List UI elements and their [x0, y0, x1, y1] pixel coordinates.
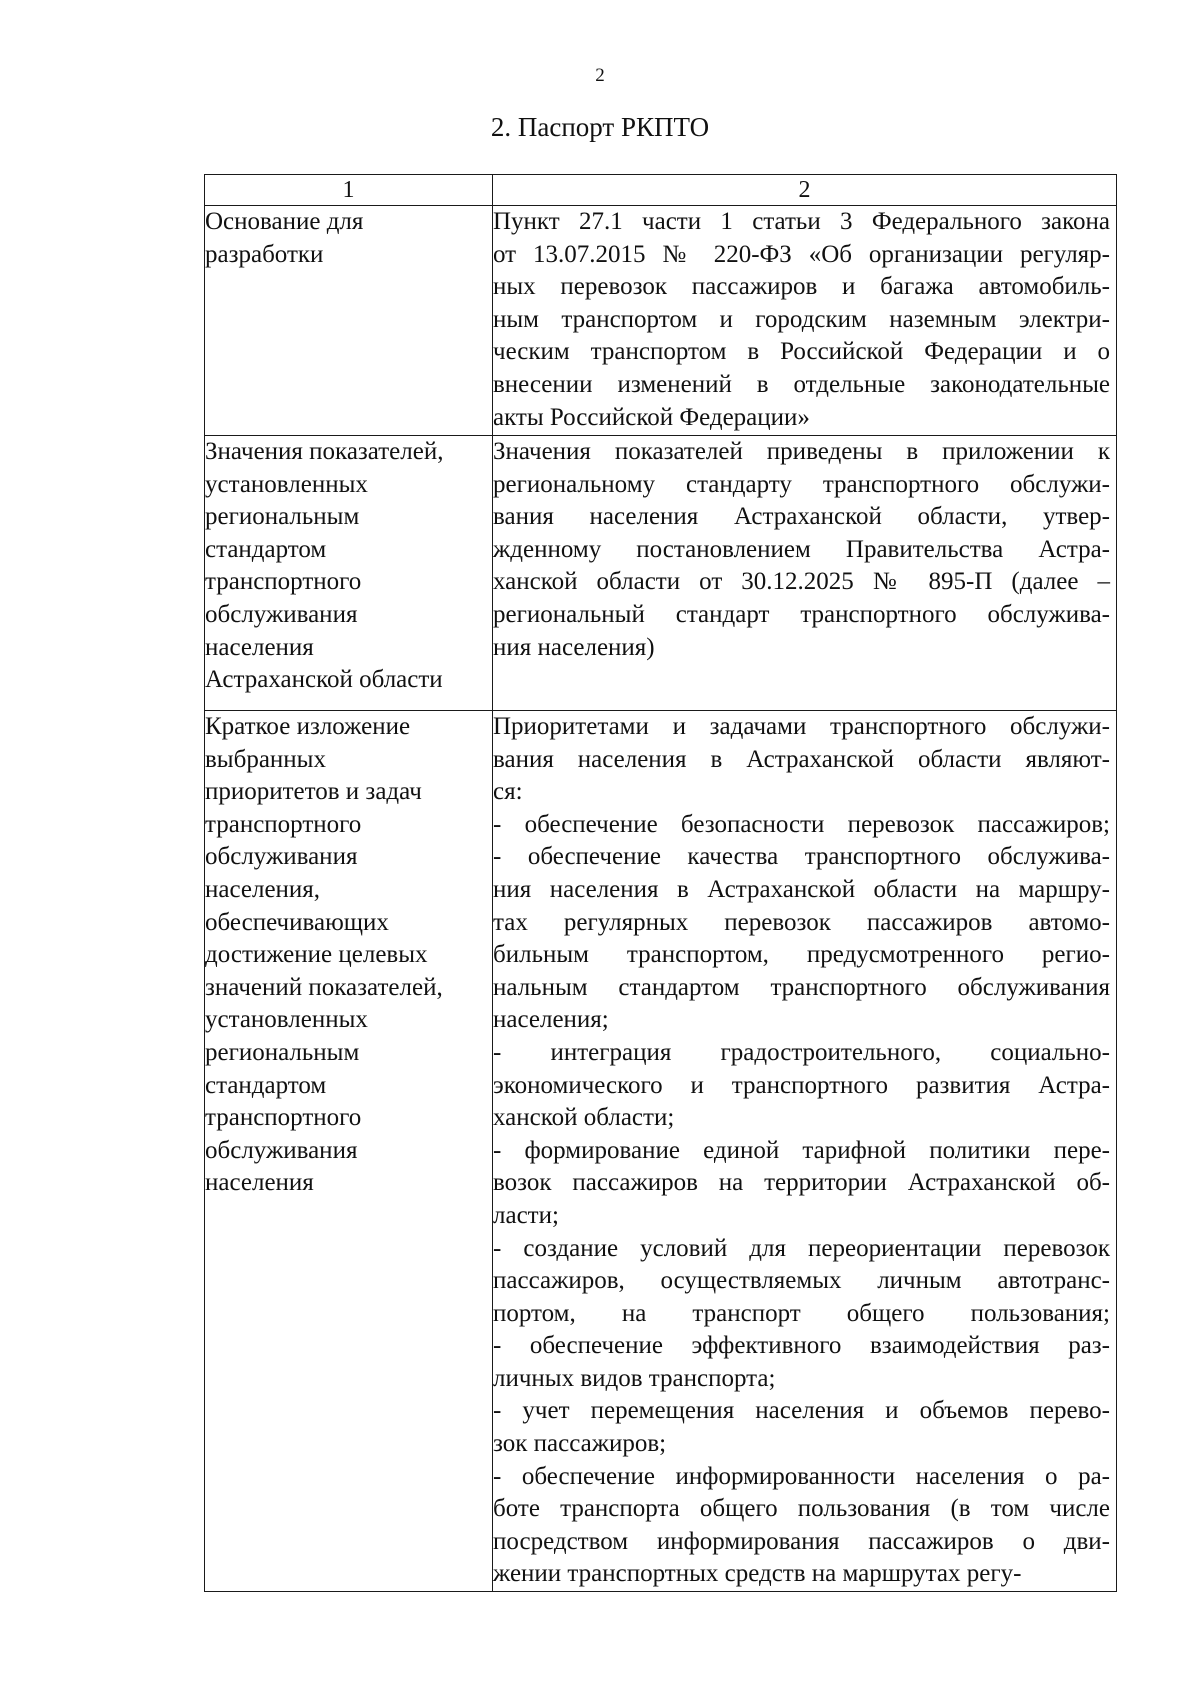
row-content-line: ния населения)	[493, 633, 655, 661]
row-label-line: Значения показателей,	[205, 438, 444, 465]
row-content-line: пассажиров, осуществляемых личным автотранс-	[493, 1267, 1110, 1295]
row-label-line: значений показателей,	[205, 973, 443, 1001]
passport-table	[204, 174, 1117, 1592]
row-content-line: нальным стандартом транспортного обслуживания	[493, 973, 1110, 1001]
row-content-line: - формирование единой тарифной политики пере-	[493, 1136, 1110, 1164]
row-content-line: региональный стандарт транспортного обслужива-	[493, 600, 1110, 628]
row-content-line: - обеспечение качества транспортного обслужива-	[493, 843, 1110, 871]
row-content-line: ханской области от 30.12.2025 № 895-П (далее –	[493, 568, 1110, 596]
row-content-line: - учет перемещения населения и объемов перево-	[493, 1397, 1110, 1425]
row-content-line: зок пассажиров;	[493, 1430, 667, 1458]
row-label-line: транспортного	[205, 1104, 362, 1132]
row-content-line: ных перевозок пассажиров и багажа автомобиль-	[493, 273, 1110, 301]
row-content-line: Пункт 27.1 части 1 статьи 3 Федерального закона	[493, 208, 1110, 235]
row-content-line: вания населения в Астраханской области являют-	[493, 745, 1110, 773]
page-number: 2	[595, 65, 605, 86]
row-content-line: - обеспечение безопасности перевозок пассажиров;	[493, 810, 1110, 838]
column-header-1: 1	[205, 175, 493, 206]
row-content-line: экономического и транспортного развития Астра-	[493, 1071, 1110, 1099]
row-label-line: обслуживания	[205, 843, 358, 871]
row-label-line: стандартом	[205, 1071, 327, 1099]
row-label-line: региональным	[205, 1038, 360, 1066]
row-content-cell	[493, 436, 1117, 711]
row-content-line: возок пассажиров на территории Астраханской об-	[493, 1169, 1110, 1197]
row-label-line: населения,	[205, 875, 321, 903]
row-content-line: портом, на транспорт общего пользования;	[493, 1299, 1110, 1327]
row-label-line: выбранных	[205, 745, 326, 773]
row-label-cell	[205, 711, 493, 1592]
row-label-line: транспортного	[205, 810, 362, 838]
row-label-line: региональным	[205, 503, 360, 531]
row-content-line: внесении изменений в отдельные законодательные	[493, 370, 1110, 398]
row-label-line: стандартом	[205, 535, 327, 563]
table-row	[205, 711, 1117, 1592]
row-content-line: Приоритетами и задачами транспортного обслужи-	[493, 713, 1110, 740]
row-label-line: установленных	[205, 470, 368, 498]
row-content-line: - обеспечение эффективного взаимодействия раз-	[493, 1332, 1110, 1360]
row-content-line: - обеспечение информированности населения о ра-	[493, 1462, 1110, 1490]
row-content-line: личных видов транспорта;	[493, 1364, 776, 1392]
row-content-line: жденному постановлением Правительства Астра-	[493, 535, 1110, 563]
row-content-cell	[493, 711, 1117, 1592]
row-content-line: тах регулярных перевозок пассажиров автомо-	[493, 908, 1110, 936]
row-label-line: населения	[205, 633, 314, 661]
row-content-line: ным транспортом и городским наземным электри-	[493, 305, 1110, 333]
row-label-line: приоритетов и задач	[205, 778, 422, 806]
table-row	[205, 436, 1117, 711]
row-content-line: посредством информирования пассажиров о дви-	[493, 1527, 1110, 1555]
row-label-line: разработки	[205, 240, 324, 268]
row-content-line: региональному стандарту транспортного обслужи-	[493, 470, 1110, 498]
row-content-line: вания населения Астраханской области, утвер-	[493, 503, 1110, 531]
row-label-line: обслуживания	[205, 1136, 358, 1164]
row-label-line: установленных	[205, 1006, 368, 1034]
row-content-line: боте транспорта общего пользования (в том числе	[493, 1495, 1110, 1523]
row-label-line: Астраханской области	[205, 666, 443, 694]
row-content-line: ческим транспортом в Российской Федерации и о	[493, 338, 1110, 366]
section-title: 2. Паспорт РКПТО	[490, 112, 710, 142]
row-label-line: транспортного	[205, 568, 362, 596]
table-header-row	[205, 175, 1117, 206]
row-content-line: от 13.07.2015 № 220-ФЗ «Об организации регуляр-	[493, 240, 1110, 268]
row-content-line: ласти;	[493, 1201, 559, 1229]
row-content-line: бильным транспортом, предусмотренного регио-	[493, 941, 1110, 969]
row-label-line: Основание для	[205, 208, 364, 235]
table-row	[205, 206, 1117, 436]
row-content-line: акты Российской Федерации»	[493, 403, 810, 431]
row-label-cell	[205, 206, 493, 436]
row-content-line: населения;	[493, 1006, 609, 1034]
row-content-line: жении транспортных средств на маршрутах регу-	[493, 1560, 1022, 1588]
row-label-line: населения	[205, 1169, 314, 1197]
row-label-line: обеспечивающих	[205, 908, 389, 936]
row-content-line: ния населения в Астраханской области на маршру-	[493, 875, 1110, 903]
row-content-cell	[493, 206, 1117, 436]
row-content-line: - создание условий для переориентации перевозок	[493, 1234, 1110, 1262]
row-label-line: Краткое изложение	[205, 713, 411, 740]
column-header-2: 2	[493, 175, 1117, 206]
row-content-line: ся:	[493, 778, 523, 806]
row-label-cell	[205, 436, 493, 711]
row-content-line: ханской области;	[493, 1104, 675, 1132]
row-content-line: - интеграция градостроительного, социально-	[493, 1038, 1110, 1066]
row-content-line: Значения показателей приведены в приложении к	[493, 438, 1110, 465]
row-label-line: достижение целевых	[205, 941, 428, 969]
row-label-line: обслуживания	[205, 600, 358, 628]
